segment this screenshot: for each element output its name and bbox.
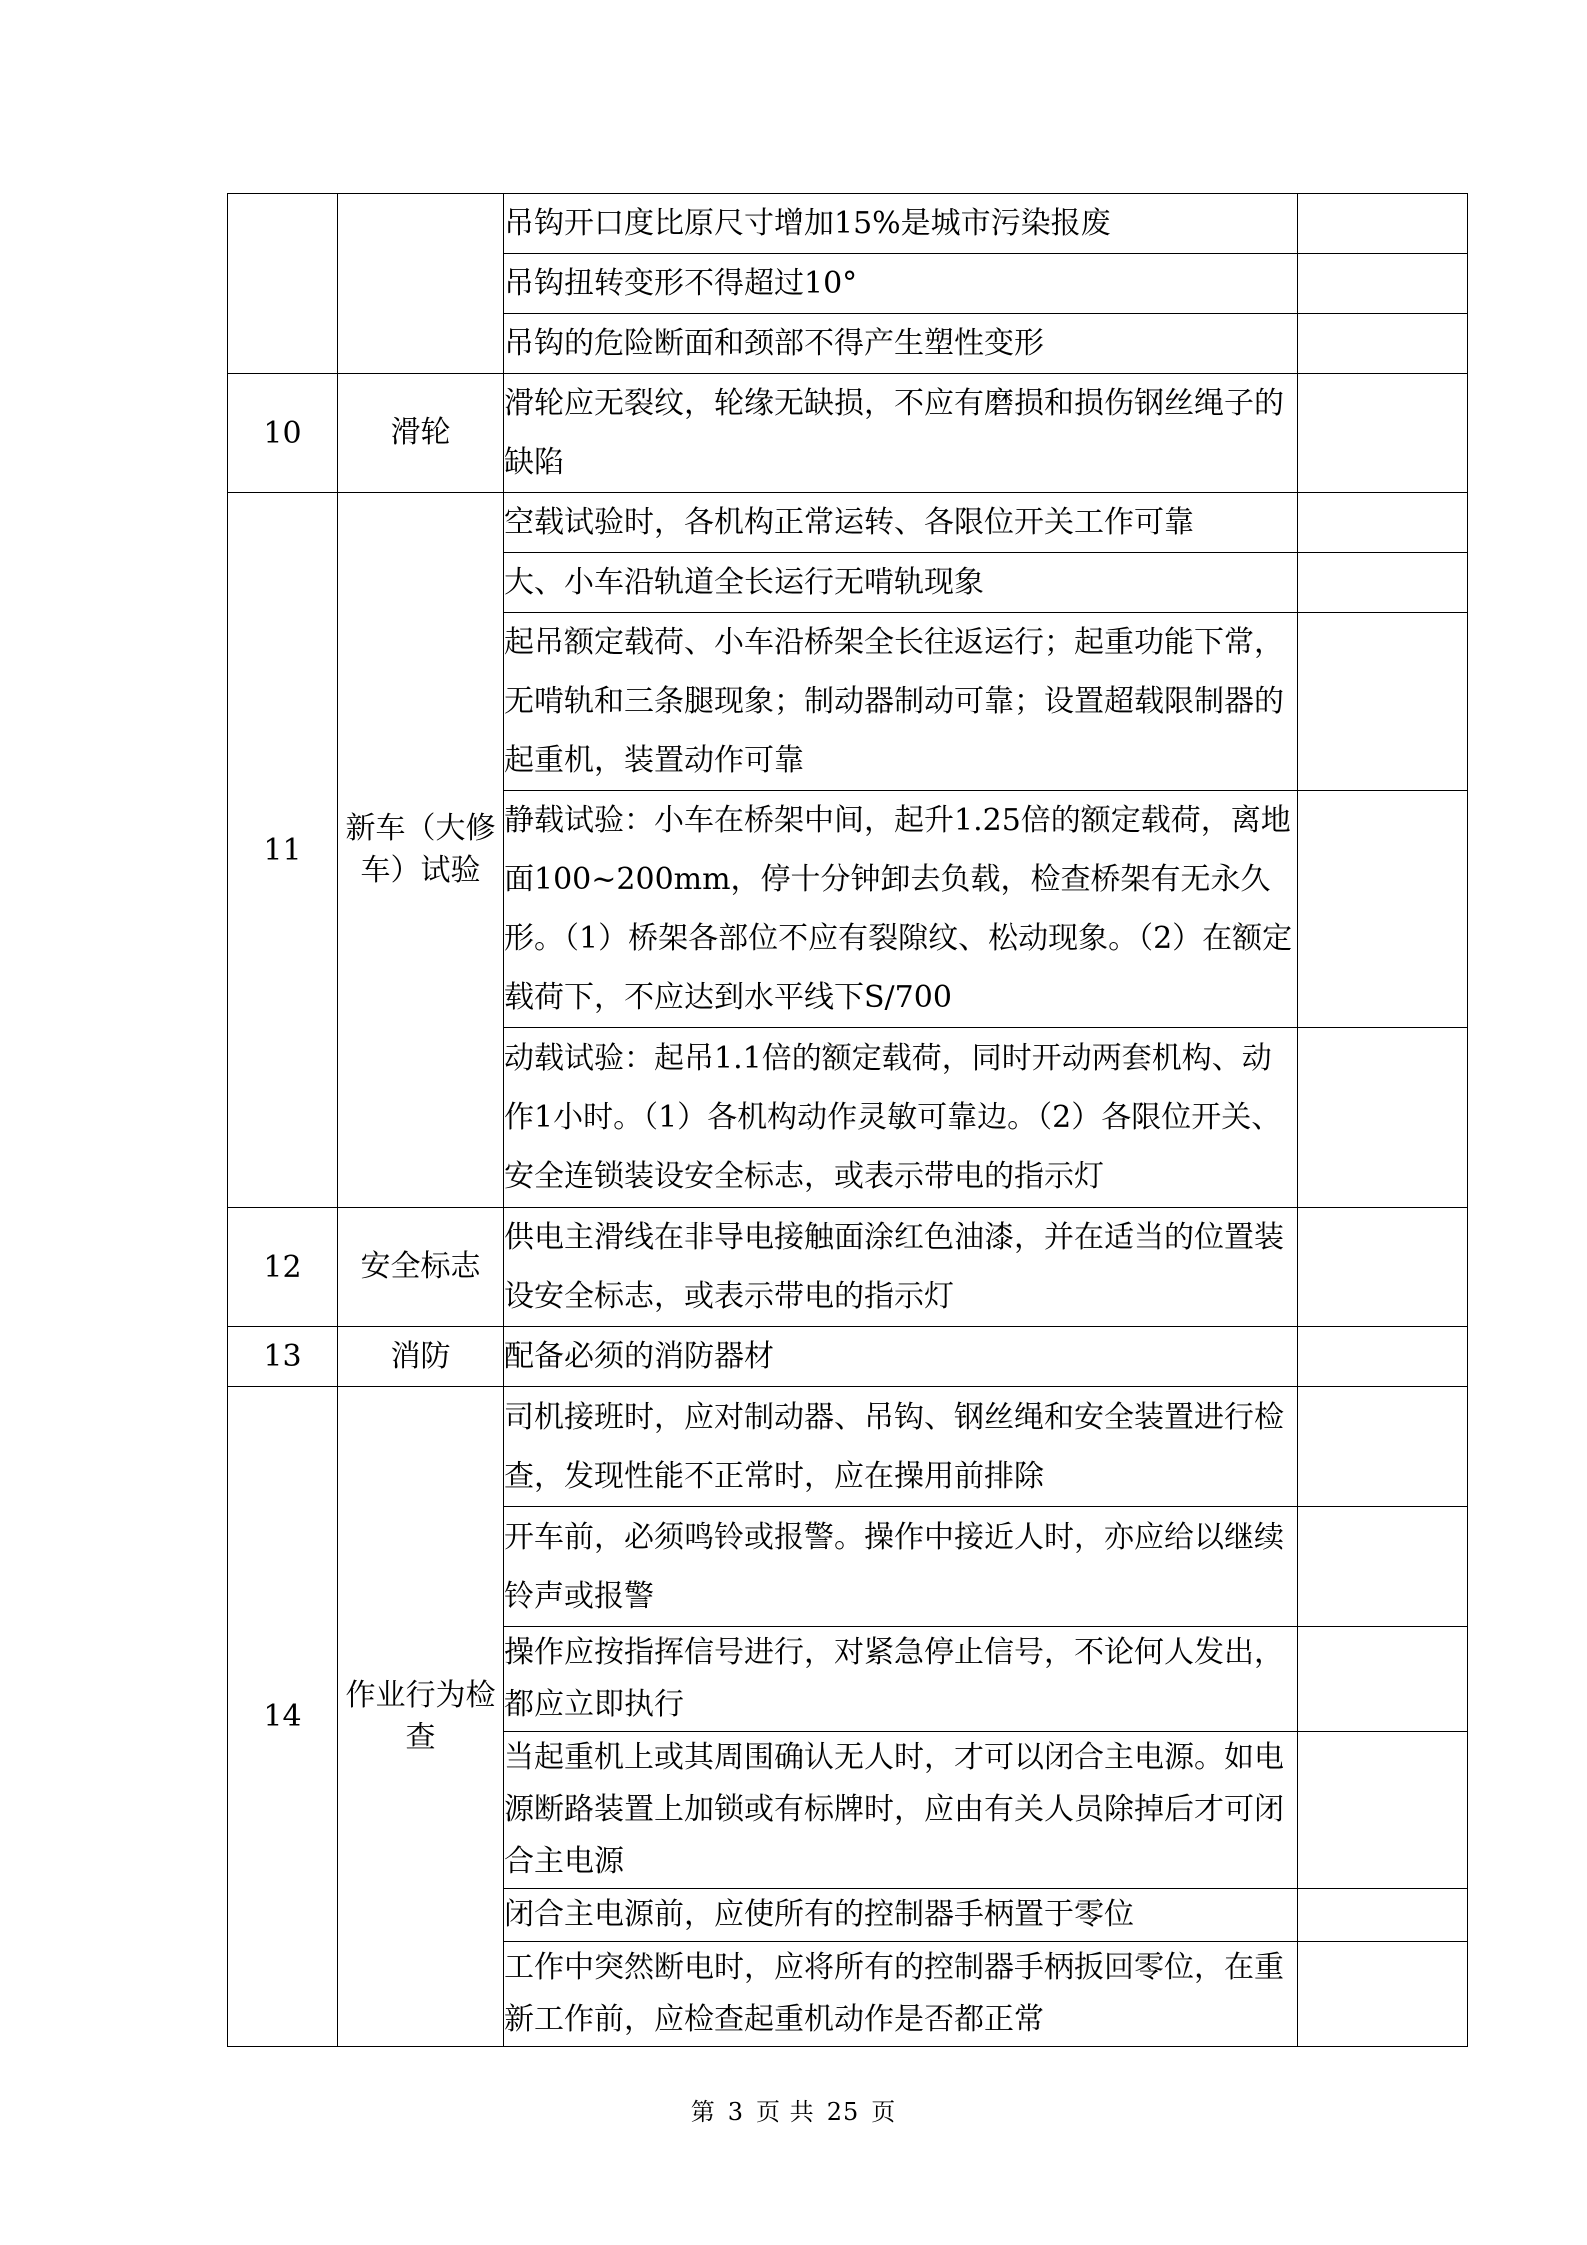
result-cell bbox=[1298, 374, 1468, 493]
row-number: 10 bbox=[228, 374, 338, 493]
check-content: 供电主滑线在非导电接触面涂红色油漆，并在适当的位置装设安全标志，或表示带电的指示灯 bbox=[504, 1208, 1298, 1327]
table-row bbox=[228, 493, 1468, 553]
check-content: 吊钩的危险断面和颈部不得产生塑性变形 bbox=[504, 314, 1298, 374]
result-cell bbox=[1298, 1327, 1468, 1387]
check-content: 当起重机上或其周围确认无人时，才可以闭合主电源。如电源断路装置上加锁或有标牌时，应由有关人员除掉后才可闭合主电源 bbox=[504, 1732, 1298, 1889]
table-row bbox=[228, 374, 1468, 493]
row-number bbox=[228, 194, 338, 374]
table-row bbox=[228, 1208, 1468, 1327]
item-name: 消防 bbox=[338, 1327, 504, 1387]
item-name: 新车（大修车）试验 bbox=[338, 493, 504, 1208]
check-content: 大、小车沿轨道全长运行无啃轨现象 bbox=[504, 553, 1298, 613]
check-content: 司机接班时，应对制动器、吊钩、钢丝绳和安全装置进行检查，发现性能不正常时，应在操用前排除 bbox=[504, 1387, 1298, 1507]
result-cell bbox=[1298, 194, 1468, 254]
item-name: 安全标志 bbox=[338, 1208, 504, 1327]
table-row bbox=[228, 1387, 1468, 1507]
check-content: 闭合主电源前，应使所有的控制器手柄置于零位 bbox=[504, 1889, 1298, 1942]
check-content: 吊钩开口度比原尺寸增加15%是城市污染报废 bbox=[504, 194, 1298, 254]
footer-prefix: 第 bbox=[690, 2098, 716, 2126]
item-name: 滑轮 bbox=[338, 374, 504, 493]
check-content: 操作应按指挥信号进行，对紧急停止信号，不论何人发出，都应立即执行 bbox=[504, 1627, 1298, 1732]
table-row bbox=[228, 194, 1468, 254]
result-cell bbox=[1298, 1208, 1468, 1327]
row-number: 13 bbox=[228, 1327, 338, 1387]
table-row bbox=[228, 1327, 1468, 1387]
result-cell bbox=[1298, 1507, 1468, 1627]
check-content: 空载试验时，各机构正常运转、各限位开关工作可靠 bbox=[504, 493, 1298, 553]
check-content: 吊钩扭转变形不得超过10° bbox=[504, 254, 1298, 314]
result-cell bbox=[1298, 1028, 1468, 1208]
result-cell bbox=[1298, 791, 1468, 1028]
footer-page-number: 3 bbox=[727, 2098, 745, 2126]
check-content: 配备必须的消防器材 bbox=[504, 1327, 1298, 1387]
result-cell bbox=[1298, 1942, 1468, 2047]
result-cell bbox=[1298, 613, 1468, 791]
check-content: 滑轮应无裂纹，轮缘无缺损，不应有磨损和损伤钢丝绳子的缺陷 bbox=[504, 374, 1298, 493]
item-name bbox=[338, 194, 504, 374]
footer-middle: 页 共 bbox=[756, 2098, 815, 2126]
result-cell bbox=[1298, 493, 1468, 553]
row-number: 14 bbox=[228, 1387, 338, 2047]
result-cell bbox=[1298, 1732, 1468, 1889]
page-footer bbox=[0, 2092, 1587, 2127]
check-content: 开车前，必须鸣铃或报警。操作中接近人时，亦应给以继续铃声或报警 bbox=[504, 1507, 1298, 1627]
result-cell bbox=[1298, 553, 1468, 613]
row-number: 11 bbox=[228, 493, 338, 1208]
result-cell bbox=[1298, 1387, 1468, 1507]
row-number: 12 bbox=[228, 1208, 338, 1327]
result-cell bbox=[1298, 314, 1468, 374]
result-cell bbox=[1298, 1627, 1468, 1732]
footer-total-pages: 25 bbox=[826, 2098, 860, 2126]
check-content: 起吊额定载荷、小车沿桥架全长往返运行；起重功能下常，无啃轨和三条腿现象；制动器制动可靠；设置超载限制器的起重机，装置动作可靠 bbox=[504, 613, 1298, 791]
inspection-table bbox=[227, 193, 1468, 2047]
item-name: 作业行为检查 bbox=[338, 1387, 504, 2047]
check-content: 静载试验：小车在桥架中间，起升1.25倍的额定载荷，离地面100~200mm，停十分钟卸去负载，检查桥架有无永久形。（1）桥架各部位不应有裂隙纹、松动现象。（2）在额定载荷下，不应达到水平线下S/700 bbox=[504, 791, 1298, 1028]
check-content: 工作中突然断电时，应将所有的控制器手柄扳回零位，在重新工作前，应检查起重机动作是否都正常 bbox=[504, 1942, 1298, 2047]
footer-suffix: 页 bbox=[871, 2098, 897, 2126]
result-cell bbox=[1298, 1889, 1468, 1942]
check-content: 动载试验：起吊1.1倍的额定载荷，同时开动两套机构、动作1小时。（1）各机构动作灵敏可靠边。（2）各限位开关、安全连锁装设安全标志，或表示带电的指示灯 bbox=[504, 1028, 1298, 1208]
result-cell bbox=[1298, 254, 1468, 314]
